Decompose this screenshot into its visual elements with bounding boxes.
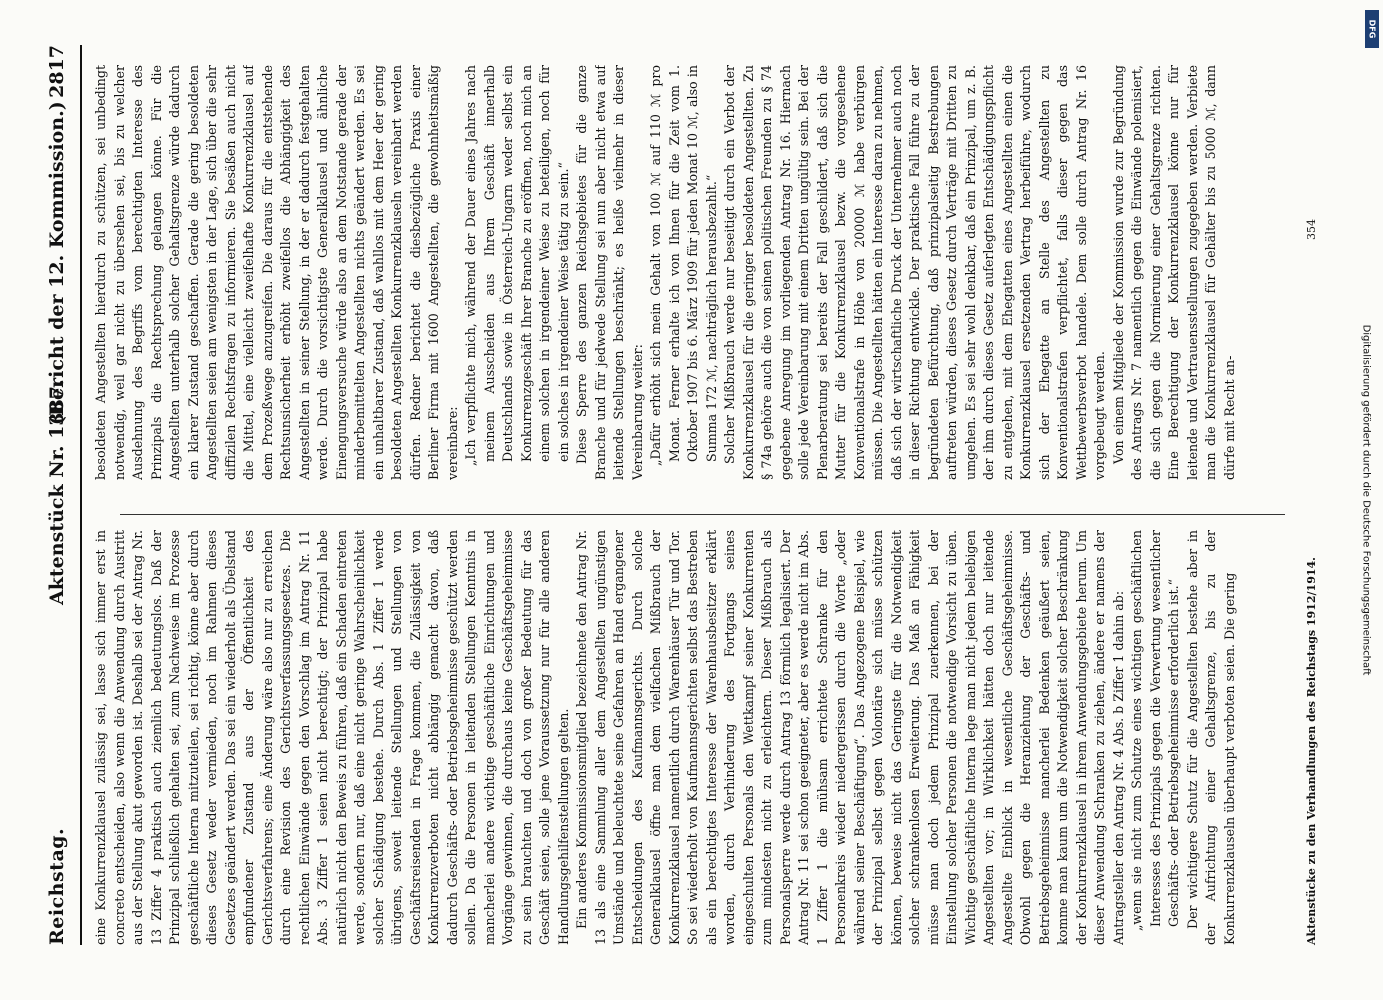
left-column-paragraph: Der wichtigere Schutz für die Angestellten bestehe aber in der Aufrichtung einer Gehaltsgrenze, bis zu der Konkurrenzklauseln überhaupt verboten seien. Die gering — [1184, 530, 1237, 945]
footer-source: Aktenstücke zu den Verhandlungen des Reichstags 1912/1914. — [1305, 557, 1318, 945]
footer-page-number: 354 — [1305, 219, 1318, 240]
header-page-number: 2817 — [46, 45, 68, 98]
digitization-credit-text: Digitalisierung gefördert durch die Deutsche Forschungsgemeinschaft — [1360, 324, 1372, 676]
right-column-paragraph: Diese Sperre des ganzen Reichsgebietes für die ganze Branche und für jedwede Stellung sei nun aber nicht etwa auf leitende Stellungen beschränkt; es heiße vielmehr in dieser Vereinbarung weiter: — [574, 65, 645, 480]
header-left: Reichstag. — [46, 827, 68, 945]
right-column-paragraph: „Ich verpflichte mich, während der Dauer eines Jahres nach meinem Ausscheiden aus Ihrem Geschäft innerhalb Deutschlands sowie in Österreich-Ungarn weder selbst ein Konkurrenzgeschäft Ihrer Branche zu eröffnen, noch mich an einem solchen in irgendeiner Weise zu beteiligen, noch für ein solches in irgendeiner Weise tätig zu sein.“ — [463, 65, 571, 466]
left-column — [92, 530, 1287, 945]
left-column-paragraph: „wenn sie nicht zum Schutze eines wichtigen geschäftlichen Interesses des Prinzipals gegen die Verwertung wesentlicher Geschäfts- oder Betriebsgeheimnisse erforderlich ist.“ — [1129, 530, 1181, 931]
right-column-paragraph: Solcher Mißbrauch werde nur beseitigt durch ein Verbot der Konkurrenzklausel für die geringer besoldeten Angestellten. Zu § 74a gehöre auch die von seinen politischen Freunden zu § 74 gegebene Anregung im vorliegenden Antrag Nr. 16. Hiernach solle jede Vereinbarung mit einem Dritten ungültig sein. Bei der Plenarberatung sei bereits der Fall geschildert, daß sich die Mutter für die Konkurrenzklausel bezw. die vorgesehene Konventionalstrafe in Höhe von 20000 ℳ habe verbürgen müssen. Die Angestellten hätten ein Interesse daran zu nehmen, daß sich der wirtschaftliche Druck der Unternehmer auch noch in dieser Richtung entwickle. Der praktische Fall führe zu der begründeten Befürchtung, daß prinzipalseitig Bestrebungen auftreten würden, dieses Gesetz durch Verträge mit Dritten zu umgehen. Es sei sehr wohl denkbar, daß ein Prinzipal, um z. B. der ihm durch dieses Gesetz auferlegten Entschädigungspflicht zu entgehen, mit dem Ehegatten eines Angestellten einen die Konkurrenzklausel ersetzenden Vertrag herbeiführe, wodurch sich der Ehegatte an Stelle des Angestellten zu Konventionalstrafen verpflichtet, falls dieser gegen das Wettbewerbsverbot handele. Dem solle durch Antrag Nr. 16 vorgebeugt werden. — [722, 65, 1107, 480]
right-column-paragraph: „Dafür erhöht sich mein Gehalt von 100 ℳ auf 110 ℳ pro Monat. Ferner erhalte ich von Ihnen für die Zeit vom 1. Oktober 1907 bis 6. März 1909 für jeden Monat 10 ℳ, also in Summa 172 ℳ, nachträglich herausbezahlt.“ — [648, 65, 719, 466]
right-column-paragraph: besoldeten Angestellten hierdurch zu schützen, sei unbedingt notwendig, weil gar nicht zu übersehen sei, bis zu welcher Ausdehnung des Begriffs vom berechtigten Interesse des Prinzipals die Rechtsprechung gelangen könne. Für die Angestellten unterhalb solcher Gehaltsgrenze würde dadurch ein klarer Zustand geschaffen. Gerade die gering besoldeten Angestellten seien am wenigsten in der Lage, sich über die sehr diffizilen Rechtsfragen zu informieren. Sie besäßen auch nicht die Mittel, eine vielleicht zweifelhafte Konkurrenzklausel auf dem Prozeßwege anzugreifen. Die daraus für die entstehende Rechtsunsicherheit erhöht zweifellos die Abhängigkeit des Angestellten in seiner Stellung, in der er dadurch festgehalten werde. Durch die vorsichtigste Generalklausel und ähnliche Einengungsversuche würde also an dem Notstande gerade der minderbemittelten Angestellten nichts geändert werden. Es sei ein unhaltbarer Zustand, daß wahllos mit dem Heer der gering besoldeten Angestellten Konkurrenzklauseln vereinbart werden dürfen. Redner berichtet die diesbezügliche Praxis einer Berliner Firma mit 1600 Angestellten, die gewohnheitsmäßig vereinbare: — [93, 65, 460, 480]
digitization-credit — [1355, 10, 1377, 990]
right-column-paragraph: Von einem Mitgliede der Kommission wurde zur Begründung des Antrags Nr. 7 namentlich gegen die Einwände polemisiert, die sich gegen die Normierung einer Gehaltsgrenze richten. Eine Berechtigung der Konkurrenzklausel könne nur für leitende und Vertrauensstellungen zugegeben werden. Verbiete man die Konkurrenzklausel für Gehälter bis zu 5000 ℳ, dann dürfe mit Recht an- — [1110, 65, 1237, 480]
header-report-title: (Bericht der 12. Kommission.) — [46, 101, 68, 425]
header-document-number: Aktenstück Nr. 1387. — [46, 379, 68, 605]
page-header — [40, 45, 82, 945]
dfg-logo: DFG — [1365, 10, 1379, 48]
right-column — [92, 65, 1287, 480]
column-divider — [120, 514, 1285, 515]
left-column-paragraph: Ein anderes Kommissionsmitglied bezeichnete den Antrag Nr. 13 als eine Sammlung aller dem Angestellten ungünstigen Umstände und beleuchtete seine Gefahren an Hand ergangener Entscheidungen des Kaufmannsgerichts. Durch solche Generalklausel öffne man dem vielfachen Mißbrauch der Konkurrenzklausel namentlich durch Warenhäuser Tür und Tor. So sei wiederholt von Kaufmannsgerichten selbst das Bestreben als ein berechtigtes Interesse der Warenhausbesitzer erklärt worden, durch Verhinderung des Fortgangs seines eingeschulten Personals den Wettkampf seiner Konkurrenten zum mindesten nicht zu erleichtern. Dieser Mißbrauch als Personalsperre werde durch Antrag 13 förmlich legalisiert. Der Antrag Nr. 11 sei schon geeigneter, aber es werde nicht im Abs. 1 Ziffer 1 die mühsam errichtete Schranke für den Personenkreis wieder niedergerissen durch die Worte „oder während seiner Beschäftigung“. Das Angezogene Beispiel, wie der Prinzipal selbst gegen Volontäre sich müsse schützen können, beweise nicht das Geringste für die Notwendigkeit solcher schrankenlosen Erweiterung. Das Maß an Fähigkeit müsse man doch jedem Prinzipal zuerkennen, bei der Einstellung solcher Personen die notwendige Vorsicht zu üben. Wichtige geschäftliche Interna lege man nicht jedem beliebigen Angestellten vor; in Wirklichkeit hätten doch nur leitende Angestellte Einblick in wesentliche Geschäftsgeheimnisse. Obwohl gegen die Heranziehung der Geschäfts- und Betriebsgeheimnisse mancherlei Bedenken geäußert seien, komme man kaum um die Notwendigkeit solcher Beschränkung der Konkurrenzklausel in ihrem Anwendungsgebiete herum. Um dieser Anwendung Schranken zu ziehen, ändere er namens der Antragsteller den Antrag Nr. 4 Abs. b Ziffer 1 dahin ab: — [574, 530, 1126, 945]
left-column-paragraph: eine Konkurrenzklausel zulässig sei, lasse sich immer erst in concreto entscheiden, also wenn die Anwendung durch Austritt aus der Stellung akut geworden ist. Deshalb sei der Antrag Nr. 13 Ziffer 4 praktisch auch ziemlich bedeutungslos. Daß der Prinzipal schließlich gehalten sei, zum Nachweise im Prozesse geschäftliche Interna mitzuteilen, sei richtig, könne aber durch dieses Gesetz weder vermieden, noch im Rahmen dieses Gesetzes geändert werden. Das sei ein wiederholt als Übelstand empfundener Zustand aus der Öffentlichkeit des Gerichtsverfahrens; eine Änderung wäre also nur zu erreichen durch eine Revision des Gerichtsverfassungsgesetzes. Die rechtlichen Einwände gegen den Vorschlag im Antrag Nr. 11 Abs. 3 Ziffer 1 seien nicht berechtigt; der Prinzipal habe natürlich nicht den Beweis zu führen, daß ein Schaden eintreten werde, sondern nur, daß eine nicht geringe Wahrscheinlichkeit solcher Schädigung bestehe. Durch Abs. 1 Ziffer 1 werde übrigens, soweit leitende Stellungen und Stellungen von Geschäftsreisenden in Frage kommen, die Zulässigkeit von Konkurrenzverboten nicht abhängig gemacht davon, daß dadurch Geschäfts- oder Betriebsgeheimnisse geschützt werden sollen. Da die Personen in leitenden Stellungen Kenntnis in mancherlei andere wichtige geschäftliche Einrichtungen und Vorgänge gewinnen, die durchaus keine Geschäftsgeheimnisse zu sein brauchten und doch von großer Bedeutung für das Geschäft seien, solle jene Voraussetzung nur für alle anderen Handlungsgehilfenstellungen gelten. — [93, 530, 571, 945]
